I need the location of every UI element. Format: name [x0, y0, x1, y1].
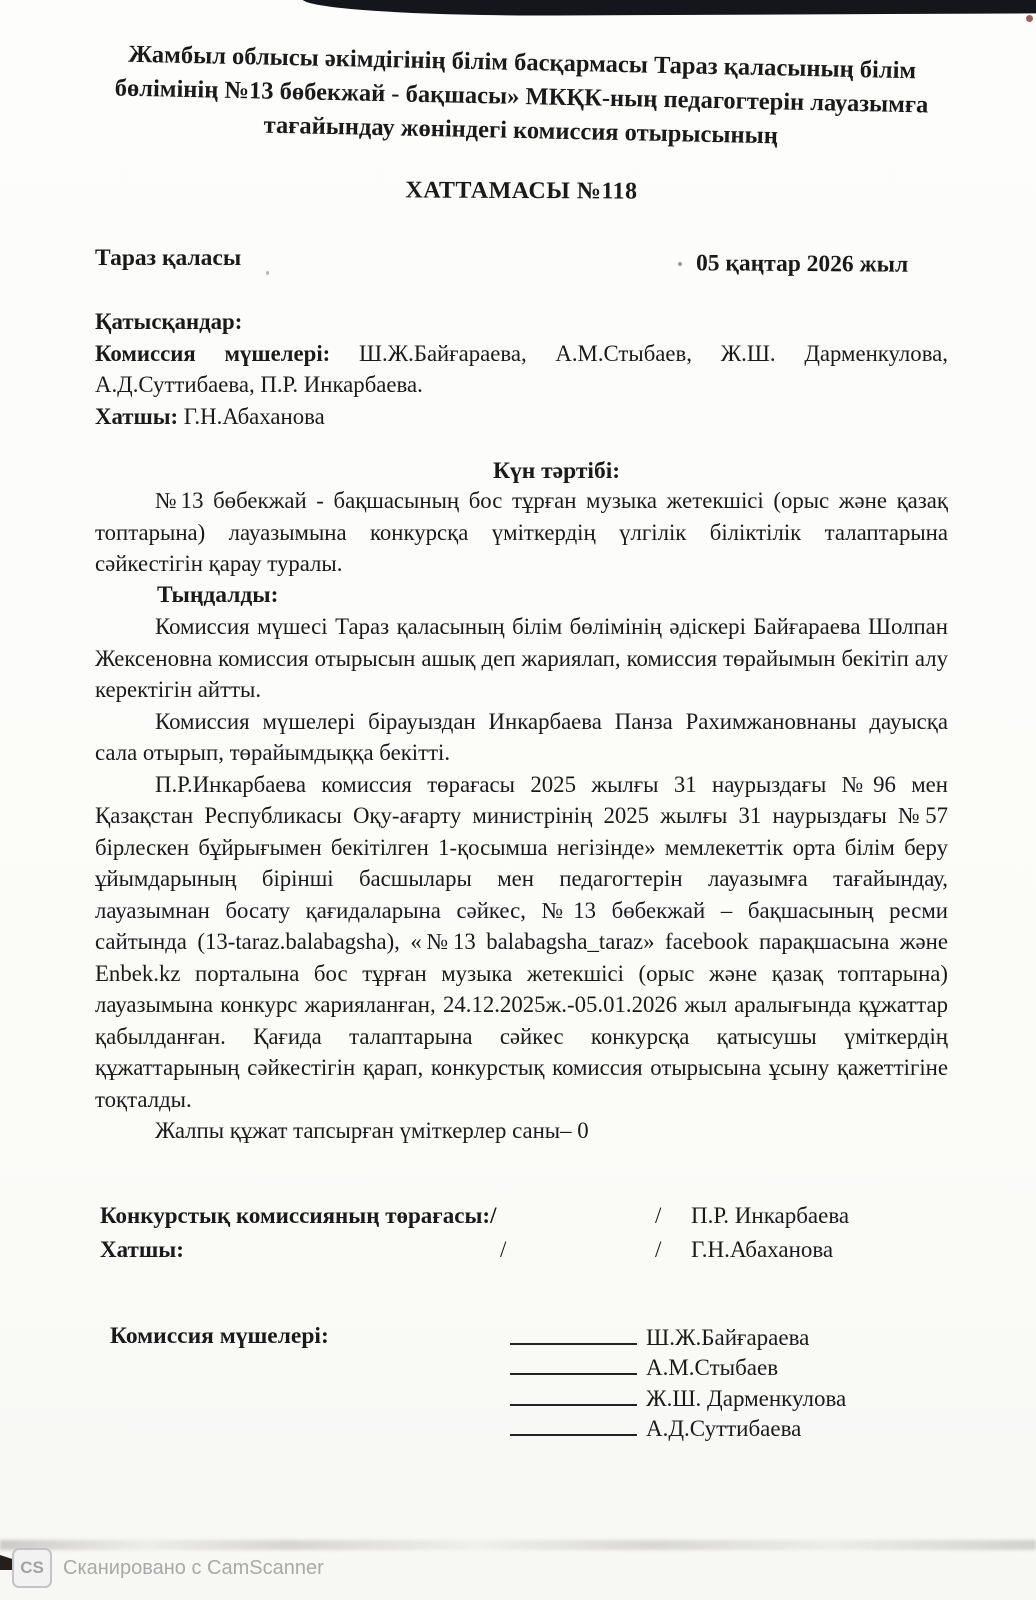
- members-names: Ш.Ж.Байғараева, А.М.Стыбаев, Ж.Ш. Дарменкулова, А.Д.Суттибаева, П.Р. Инкарбаева.: [95, 340, 948, 397]
- members-signature-list: [510, 1323, 948, 1445]
- secretary-slash-2: /: [655, 1236, 662, 1262]
- signatures-section: [95, 1203, 948, 1445]
- heard-paragraph-3: П.Р.Инкарбаева комиссия төрағасы 2025 жылғы 31 наурыздағы №96 мен Қазақстан Республикасы Оқу-ағарту министрінің 2025 жылғы 31 наурыздағы №57 бірлескен бұйрығымен бекітілген 1-қосымша негізінде» мемлекеттік орта білім беру ұйымдарының бірінші басшылары мен педагогтерін лауазымға тағайындау, лауазымнан босату қағидаларына сәйкес, №13 бөбекжай – бақшасының ресми сайтында (13-taraz.balabagsha), «№13 balabagsha_taraz» facebook парақшасына және Enbek.kz порталына бос тұрған музыка жетекшісі (орыс және қазақ топтарына) лауазымына конкурс жарияланған, 24.12.2025ж.-05.01.2026 жыл аралығында құжаттар қабылданған. Қағида талаптарына сәйкес конкурсқа қатысушы үміткердің құжаттарының сәйкестігін қарап, конкурстық комиссия отырысына ұсыну қажеттігіне тоқталды.: [95, 771, 948, 1112]
- chair-name: П.Р. Инкарбаева: [691, 1202, 850, 1228]
- secretary-line: [95, 401, 948, 433]
- protocol-date: 05 қаңтар 2026 жыл: [695, 250, 909, 278]
- member-signature-row: [510, 1323, 948, 1354]
- city-date-row: [95, 245, 948, 278]
- heard-paragraph-1: Комиссия мүшесі Тараз қаласының білім бөлімінің әдіскері Байғараева Шолпан Жексеновна комиссия отырысын ашық деп жариялап, комиссия төрайымын бекітіп алу керектігін айтты.: [95, 614, 948, 702]
- chair-signature-row: [95, 1203, 948, 1237]
- signature-line: [510, 1354, 637, 1375]
- member-signature-row: [510, 1353, 948, 1384]
- agenda-heading: Күн тәртібі:: [492, 458, 621, 484]
- member-sig-name: А.М.Стыбаев: [646, 1355, 779, 1380]
- scan-dot-artifact: [1026, 15, 1033, 22]
- secretary-signature-row: [95, 1237, 948, 1271]
- camscanner-watermark: [12, 1548, 324, 1588]
- members-sig-label: Комиссия мүшелері:: [110, 1322, 329, 1349]
- signature-line: [510, 1324, 637, 1345]
- member-sig-name: Ш.Ж.Байғараева: [646, 1324, 810, 1350]
- member-sig-name: А.Д.Суттибаева: [646, 1416, 802, 1441]
- commission-members-line: [95, 338, 948, 401]
- member-sig-name: Ж.Ш. Дарменкулова: [646, 1385, 847, 1411]
- chair-slash: /: [655, 1202, 662, 1228]
- secretary-sig-name: Г.Н.Абаханова: [691, 1236, 834, 1262]
- chair-label: Конкурстық комиссияның төрағасы:/: [100, 1202, 497, 1228]
- city-label: Тараз қаласы: [95, 245, 242, 271]
- secretary-slash-1: /: [500, 1236, 507, 1262]
- signature-line: [510, 1385, 637, 1406]
- secretary-sig-label: Хатшы:: [100, 1236, 184, 1262]
- members-label: Комиссия мүшелері:: [95, 340, 331, 366]
- secretary-name: Г.Н.Абаханова: [178, 403, 325, 429]
- document-header: Жамбыл облысы әкімдігінің білім басқармасы Тараз қаласының білім бөлімінің №13 бөбекжай - бақшасы» МКҚК-ның педагогтерін лауазымға тағайындау жөніндегі комиссия отырысының: [114, 40, 929, 150]
- total-candidates-line: Жалпы құжат тапсырған үміткерлер саны– 0: [155, 1118, 589, 1143]
- document-body: [95, 0, 948, 1445]
- protocol-title: ХАТТАМАСЫ №118: [405, 177, 638, 205]
- heard-heading: Тыңдалды:: [157, 581, 279, 608]
- agenda-paragraph: №13 бөбекжай - бақшасының бос тұрған музыка жетекшісі (орыс және қазақ топтарына) лауазымына конкурсқа үміткердің үлгілік біліктілік талаптарына сәйкестігін қарау туралы.: [95, 488, 948, 576]
- member-signature-row: [510, 1414, 948, 1445]
- signature-line: [510, 1415, 637, 1436]
- member-signature-row: [510, 1384, 948, 1415]
- members-signatures-block: [95, 1323, 948, 1445]
- secretary-label: Хатшы:: [95, 403, 179, 429]
- heard-paragraph-2: Комиссия мүшелері бірауыздан Инкарбаева Панза Рахимжановнаны дауысқа сала отырып, төрайымдыққа бекітті.: [95, 708, 948, 765]
- participants-heading: Қатысқандар:: [95, 309, 243, 334]
- camscanner-badge-icon: CS: [12, 1548, 52, 1588]
- camscanner-text: Сканировано с CamScanner: [63, 1556, 324, 1579]
